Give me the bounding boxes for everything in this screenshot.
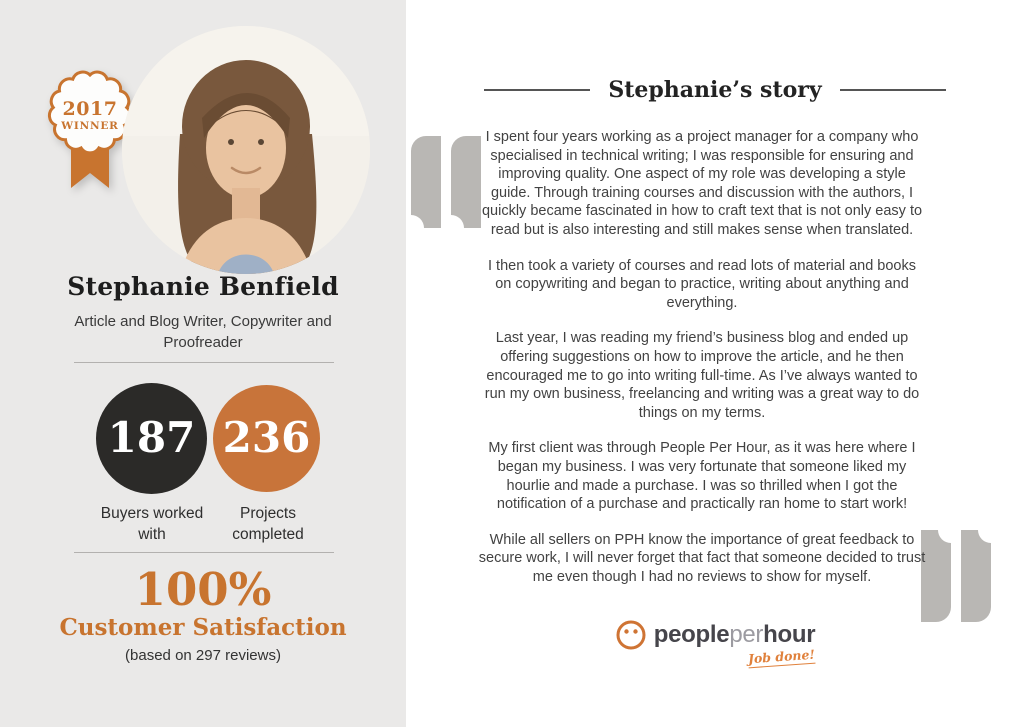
smiley-icon bbox=[615, 619, 647, 651]
stat-value-buyers: 187 bbox=[107, 412, 196, 462]
title-rule-left bbox=[484, 89, 590, 91]
story-paragraph: Last year, I was reading my friend’s business blog and ended up offering suggestions on how to improve the article, and he then encouraged me to go into writing full-time. As I’ve always wanted to run my own business, freelancing and writing was a great way to do things on my terms. bbox=[484, 330, 920, 421]
logo-hour: hour bbox=[763, 621, 816, 648]
logo-per: per bbox=[729, 621, 764, 648]
close-quote-icon bbox=[921, 530, 991, 622]
badge-label: WINNER bbox=[61, 120, 119, 132]
satisfaction-percent: 100% bbox=[134, 563, 272, 616]
stat-circle-buyers bbox=[96, 383, 207, 494]
story-paragraph: My first client was through People Per Hour, as it was here where I began my business. I was very fortunate that someone liked my hourlie and made a purchase. I was so thrilled when I got the notification of a purchase and practically ran home to start work! bbox=[488, 440, 916, 513]
stat-label-buyers: Buyers worked with bbox=[100, 505, 204, 543]
logo-wordmark bbox=[654, 621, 815, 649]
story-body bbox=[478, 128, 926, 603]
satisfaction-note: (based on 297 reviews) bbox=[125, 647, 281, 664]
logo-tagline: Job done! bbox=[747, 646, 816, 667]
story-paragraph: While all sellers on PPH know the importance of great feedback to secure work, I will never forget that fact that someone decided to trust me even though I had no reviews to show for myself. bbox=[478, 531, 926, 585]
stat-value-projects: 236 bbox=[222, 412, 311, 462]
title-rule-right bbox=[840, 89, 946, 91]
profile-panel bbox=[0, 0, 406, 727]
story-paragraph: I spent four years working as a project manager for a company who specialised in technical writing; I was responsible for ensuring and improving quality. One aspect of my role was developing a style guide. Through training courses and discussion with the authors, I quickly became fascinated in how to craft text that is not only easy to read but is also interesting and still makes sense when translated. bbox=[481, 129, 923, 238]
divider bbox=[74, 552, 334, 553]
badge-year: 2017 bbox=[62, 98, 118, 120]
story-title: Stephanie’s story bbox=[608, 77, 822, 103]
profile-name: Stephanie Benfield bbox=[67, 272, 339, 301]
profile-photo bbox=[122, 26, 370, 274]
story-paragraph: I then took a variety of courses and read lots of material and books on copywriting and began to practice, writing about anything and everything. bbox=[488, 257, 916, 311]
profile-title: Article and Blog Writer, Copywriter and Proofreader bbox=[74, 313, 332, 351]
portrait-illustration bbox=[122, 26, 370, 274]
story-header bbox=[406, 77, 1024, 103]
peopleperhour-logo bbox=[615, 619, 816, 667]
divider bbox=[74, 362, 334, 363]
stat-circle-projects bbox=[213, 385, 320, 492]
footer bbox=[406, 619, 1024, 667]
logo-people: people bbox=[653, 621, 730, 648]
satisfaction-label: Customer Satisfaction bbox=[59, 614, 347, 641]
winner-badge bbox=[44, 66, 136, 190]
open-quote-icon bbox=[411, 136, 481, 228]
stat-label-projects: Projects completed bbox=[232, 505, 304, 543]
